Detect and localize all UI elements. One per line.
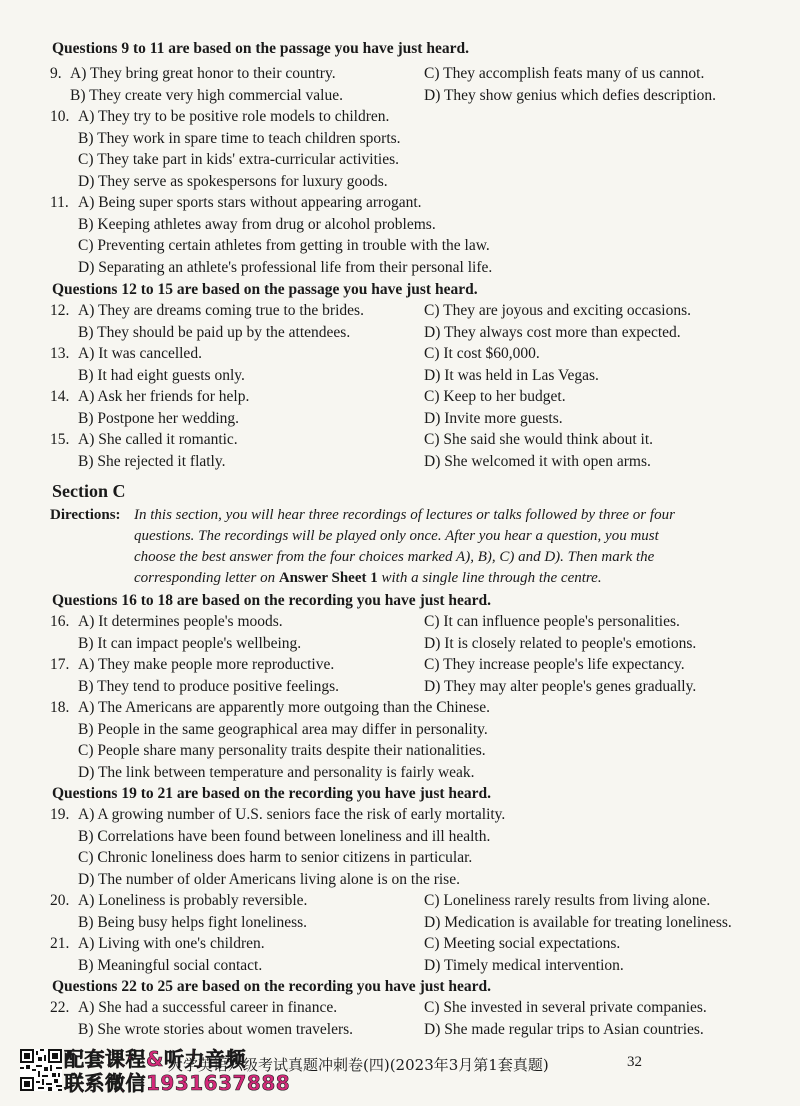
option-b: B) She rejected it flatly.: [78, 453, 226, 470]
option-a: A) A growing number of U.S. seniors face the risk of early mortality.: [78, 806, 506, 823]
option-a: A) The Americans are apparently more outgoing than the Chinese.: [78, 699, 491, 716]
question-number: 22.: [50, 999, 70, 1016]
promo-banner-line-2: 联系微信1931637888: [64, 1071, 291, 1095]
question-number: 17.: [50, 656, 70, 673]
option-b: B) People in the same geographical area may differ in personality.: [78, 721, 488, 738]
option-d: D) The link between temperature and personality is fairly weak.: [78, 764, 475, 781]
question-number: 19.: [50, 806, 70, 823]
option-d: D) Medication is available for treating loneliness.: [424, 914, 732, 931]
section-header-q19-21: Questions 19 to 21 are based on the recording you have just heard.: [52, 785, 492, 802]
option-d: D) She made regular trips to Asian countries.: [424, 1021, 704, 1038]
qr-code-icon: [20, 1049, 62, 1091]
option-c: C) Loneliness rarely results from living alone.: [424, 892, 711, 909]
question-18-option-b: [0, 719, 800, 741]
question-21-row-1: [0, 933, 800, 955]
question-number: 9.: [50, 65, 62, 82]
option-b: B) They create very high commercial value.: [70, 87, 343, 104]
question-18-option-c: [0, 740, 800, 762]
question-17-row-2: [0, 676, 800, 698]
option-d: D) She welcomed it with open arms.: [424, 453, 651, 470]
section-header-q12-15: Questions 12 to 15 are based on the passage you have just heard.: [52, 281, 478, 298]
question-19-option-c: [0, 847, 800, 869]
question-20-row-2: [0, 912, 800, 934]
option-c: C) Meeting social expectations.: [424, 935, 621, 952]
option-a: A) Ask her friends for help.: [78, 388, 250, 405]
question-number: 21.: [50, 935, 70, 952]
option-d: D) They show genius which defies description.: [424, 87, 717, 104]
question-15-row-2: [0, 451, 800, 473]
question-18-option-a: [0, 697, 800, 719]
question-number: 16.: [50, 613, 70, 630]
option-b: B) Meaningful social contact.: [78, 957, 263, 974]
question-18-option-d: [0, 762, 800, 784]
page-number: 32: [627, 1054, 642, 1070]
section-header-q22-25: Questions 22 to 25 are based on the recording you have just heard.: [52, 978, 492, 995]
question-12-row-2: [0, 322, 800, 344]
option-a: A) She called it romantic.: [78, 431, 238, 448]
question-22-row-2: [0, 1019, 800, 1041]
question-10-option-a: [0, 106, 800, 128]
directions-line-1: In this section, you will hear three recordings of lectures or talks followed by three or four: [134, 507, 675, 523]
option-b: B) It can impact people's wellbeing.: [78, 635, 302, 652]
option-c: C) They are joyous and exciting occasions.: [424, 302, 692, 319]
option-d: D) Separating an athlete's professional life from their personal life.: [78, 259, 493, 276]
question-19-option-d: [0, 869, 800, 891]
option-d: D) They serve as spokespersons for luxury goods.: [78, 173, 388, 190]
question-number: 12.: [50, 302, 70, 319]
directions-line-3: choose the best answer from the four choices marked A), B), C) and D). Then mark the: [134, 549, 655, 565]
question-11-option-a: [0, 192, 800, 214]
option-d: D) They may alter people's genes gradually.: [424, 678, 697, 695]
option-b: B) It had eight guests only.: [78, 367, 245, 384]
option-a: A) It was cancelled.: [78, 345, 202, 362]
question-22-row-1: [0, 997, 800, 1019]
option-c: C) She said she would think about it.: [424, 431, 654, 448]
option-c: C) Keep to her budget.: [424, 388, 566, 405]
question-19-option-b: [0, 826, 800, 848]
question-9-row-1: [0, 63, 800, 85]
answer-sheet-emphasis: Answer Sheet 1: [278, 570, 378, 586]
option-b: B) They work in spare time to teach children sports.: [78, 130, 401, 147]
option-d: D) It was held in Las Vegas.: [424, 367, 599, 384]
question-14-row-2: [0, 408, 800, 430]
option-a: A) They make people more reproductive.: [78, 656, 335, 673]
option-c: C) They accomplish feats many of us cannot.: [424, 65, 705, 82]
option-c: C) Chronic loneliness does harm to senior citizens in particular.: [78, 849, 473, 866]
option-a: A) Loneliness is probably reversible.: [78, 892, 308, 909]
section-header-q9-11: Questions 9 to 11 are based on the passage you have just heard.: [52, 40, 469, 57]
directions-label: Directions:: [50, 507, 121, 523]
promo-banner-line-1: 配套课程&听力音频: [64, 1047, 246, 1071]
question-11-option-b: [0, 214, 800, 236]
option-a: A) She had a successful career in finance.: [78, 999, 338, 1016]
option-b: B) Postpone her wedding.: [78, 410, 240, 427]
option-a: A) It determines people's moods.: [78, 613, 283, 630]
option-d: D) It is closely related to people's emotions.: [424, 635, 697, 652]
question-19-option-a: [0, 804, 800, 826]
question-10-option-d: [0, 171, 800, 193]
question-number: 11.: [50, 194, 69, 211]
question-21-row-2: [0, 955, 800, 977]
question-13-row-1: [0, 343, 800, 365]
question-17-row-1: [0, 654, 800, 676]
question-number: 13.: [50, 345, 70, 362]
question-14-row-1: [0, 386, 800, 408]
option-b: B) Being busy helps fight loneliness.: [78, 914, 308, 931]
footer-book-title: 大学英语六级考试真题冲刺卷(四)(2023年3月第1套真题): [168, 1056, 549, 1074]
option-a: A) They are dreams coming true to the brides.: [78, 302, 364, 319]
option-c: C) People share many personality traits despite their nationalities.: [78, 742, 486, 759]
question-11-option-c: [0, 235, 800, 257]
question-number: 15.: [50, 431, 70, 448]
option-b: B) Keeping athletes away from drug or alcohol problems.: [78, 216, 436, 233]
question-11-option-d: [0, 257, 800, 279]
question-9-row-2: [0, 85, 800, 107]
option-a: A) Being super sports stars without appearing arrogant.: [78, 194, 422, 211]
question-13-row-2: [0, 365, 800, 387]
section-header-q16-18: Questions 16 to 18 are based on the recording you have just heard.: [52, 592, 492, 609]
option-a: A) They try to be positive role models to children.: [78, 108, 390, 125]
option-c: C) Preventing certain athletes from getting in trouble with the law.: [78, 237, 490, 254]
directions-line-4: corresponding letter on Answer Sheet 1 with a single line through the centre.: [134, 570, 602, 586]
option-b: B) They should be paid up by the attendees.: [78, 324, 351, 341]
section-c-title: Section C: [52, 481, 126, 501]
option-a: A) They bring great honor to their country.: [70, 65, 336, 82]
option-d: D) Timely medical intervention.: [424, 957, 624, 974]
option-d: D) Invite more guests.: [424, 410, 563, 427]
question-10-option-c: [0, 149, 800, 171]
option-b: B) She wrote stories about women travelers.: [78, 1021, 354, 1038]
option-d: D) The number of older Americans living alone is on the rise.: [78, 871, 460, 888]
option-c: C) It cost $60,000.: [424, 345, 540, 362]
question-16-row-1: [0, 611, 800, 633]
question-15-row-1: [0, 429, 800, 451]
option-d: D) They always cost more than expected.: [424, 324, 681, 341]
question-number: 18.: [50, 699, 70, 716]
option-b: B) Correlations have been found between loneliness and ill health.: [78, 828, 491, 845]
option-b: B) They tend to produce positive feelings.: [78, 678, 340, 695]
directions-line-2: questions. The recordings will be played only once. After you hear a question, you must: [134, 528, 659, 544]
question-number: 14.: [50, 388, 70, 405]
option-a: A) Living with one's children.: [78, 935, 265, 952]
question-20-row-1: [0, 890, 800, 912]
question-number: 20.: [50, 892, 70, 909]
option-c: C) It can influence people's personalities.: [424, 613, 680, 630]
question-12-row-1: [0, 300, 800, 322]
question-10-option-b: [0, 128, 800, 150]
question-16-row-2: [0, 633, 800, 655]
question-number: 10.: [50, 108, 70, 125]
option-c: C) They increase people's life expectancy.: [424, 656, 685, 673]
option-c: C) They take part in kids' extra-curricular activities.: [78, 151, 399, 168]
option-c: C) She invested in several private companies.: [424, 999, 707, 1016]
